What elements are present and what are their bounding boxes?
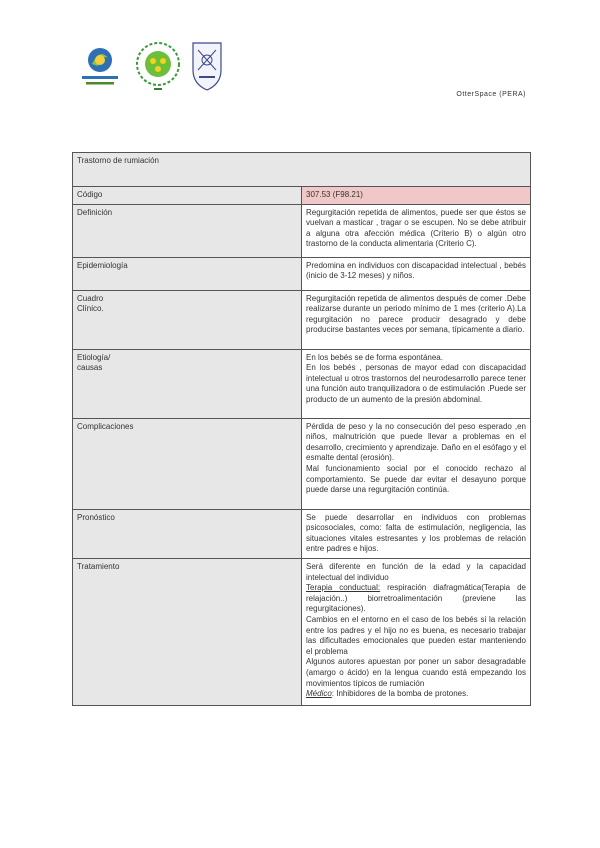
- row-label-definicion: Definición: [73, 204, 302, 257]
- row-label-etiologia-1: Etiología/: [77, 352, 111, 362]
- row-label-pronostico: Pronóstico: [73, 509, 302, 558]
- row-value-etiologia: [302, 349, 531, 418]
- diagnostic-table: [72, 152, 531, 706]
- complicaciones-paragraph-1: Pérdida de peso y la no consecución del peso esperado ,en niños, malnutrición que puede llevar a problemas en el desarrollo, crecimiento y aprendizaje. Daño en el esófago y el esmalte dental (erosión).: [306, 421, 526, 463]
- row-value-tratamiento: [302, 558, 531, 705]
- medico-label: Médico: [306, 689, 332, 699]
- table-row-complicaciones: [73, 418, 531, 509]
- table-row-title: [73, 153, 531, 187]
- medico-text: : Inhibidores de la bomba de protones.: [331, 689, 469, 699]
- table-row-codigo: [73, 187, 531, 205]
- table-row-definicion: [73, 204, 531, 257]
- row-label-epidemiologia: Epidemiología: [73, 257, 302, 290]
- row-value-definicion: Regurgitación repetida de alimentos, puede ser que éstos se vuelvan a masticar , tragar o se escupen. No se debe atribuir a alguna otra afección médica (Criterio B) o algún otro trastorno de la conducta alimentaria (Criterio C).: [302, 204, 531, 257]
- row-label-etiologia-2: causas: [77, 363, 103, 373]
- row-label-codigo: Código: [73, 187, 302, 205]
- table-row-pronostico: [73, 509, 531, 558]
- row-value-codigo: 307.53 (F98.21): [302, 187, 531, 205]
- logo-center-icon: [134, 40, 182, 94]
- tratamiento-conductual: [306, 583, 526, 615]
- row-label-cuadro: [73, 290, 302, 349]
- etiologia-paragraph-2: En los bebés , personas de mayor edad con discapacidad intelectual u otros trastornos del neurodesarrollo parece tener una función auto tranquilizadora o de estimulación .Puede ser producto de un aumento de la presión abdominal.: [306, 363, 526, 404]
- row-label-etiologia: [73, 349, 302, 418]
- etiologia-paragraph-1: En los bebés se de forma espontánea.: [306, 352, 443, 362]
- terapia-conductual-text: respiración diafragmática(Terapia de relajación..) biorretroalimentación (previene las regurgitaciones).: [306, 583, 526, 614]
- row-value-complicaciones: [302, 418, 531, 509]
- row-value-pronostico: Se puede desarrollar en individuos con problemas psicosociales, como: falta de estimulación, negligencia, las situaciones vitales estresantes y los problemas de relación entre padres e hijos.: [302, 509, 531, 558]
- table-row-cuadro: [73, 290, 531, 349]
- terapia-conductual-label: Terapia conductual:: [306, 583, 381, 593]
- table-row-epidemiologia: [73, 257, 531, 290]
- tratamiento-paragraph-1: Será diferente en función de la edad y la capacidad intelectual del individuo: [306, 561, 526, 582]
- tratamiento-paragraph-3: Cambios en el entorno en el caso de los bebés si la relación entre los padres y el hijo no es buena, es necesario trabajar las dificultades emocionales que pueden estar manteniendo el problema: [306, 614, 526, 656]
- row-label-tratamiento: Tratamiento: [73, 558, 302, 705]
- row-value-epidemiologia: Predomina en individuos con discapacidad intelectual , bebés (inicio de 3-12 meses) y niños.: [302, 257, 531, 290]
- tratamiento-medico: [306, 689, 526, 700]
- table-row-tratamiento: [73, 558, 531, 705]
- row-label-cuadro-2: Clínico.: [77, 304, 104, 314]
- tratamiento-paragraph-4: Algunos autores apuestan por poner un sabor desagradable (amargo o ácido) en la lengua cuando está empezando los movimientos típicos de rumiación: [306, 657, 526, 688]
- row-label-cuadro-1: Cuadro: [77, 293, 104, 303]
- header-brand-text: OtterSpace (PERA): [456, 91, 526, 98]
- complicaciones-paragraph-2: Mal funcionamiento social por el conocido rechazo al comportamiento. Se puede dar evitar el desayuno porque puede darse una regurgitación continúa.: [306, 463, 526, 495]
- logo-right-icon: [190, 40, 224, 94]
- row-value-cuadro: Regurgitación repetida de alimentos después de comer .Debe realizarse durante un periodo mínimo de 1 mes (criterio A).La regurgitación no parece producir desagrado y debe producirse bastantes veces por semana, típicamente a diario.: [302, 290, 531, 349]
- row-label-complicaciones: Complicaciones: [73, 418, 302, 509]
- logo-left-icon: [80, 44, 120, 92]
- table-row-etiologia: [73, 349, 531, 418]
- table-title: Trastorno de rumiación: [73, 153, 531, 187]
